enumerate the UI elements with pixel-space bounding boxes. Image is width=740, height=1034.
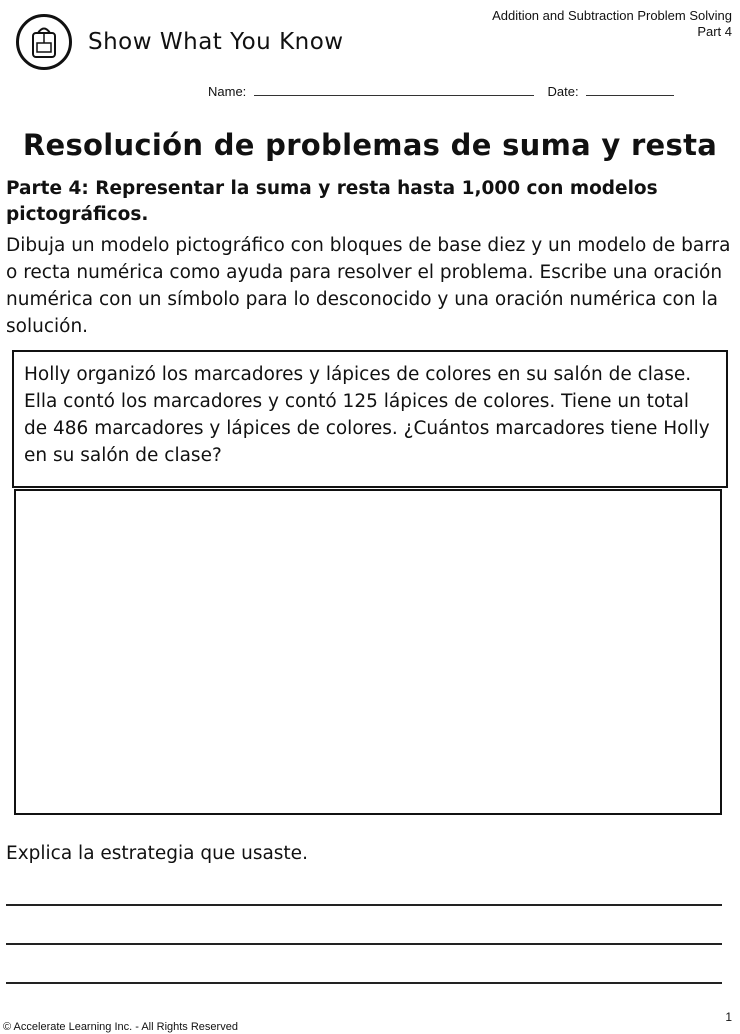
word-problem-box: Holly organizó los marcadores y lápices de colores en su salón de clase. Ella contó los marcadores y contó 125 lápices de colores. Tiene un total de 486 marcadores y lápices de colores. ¿Cuántos marcadores tiene Holly en su salón de clase? — [12, 350, 728, 488]
drawing-work-area[interactable] — [14, 489, 722, 815]
name-field[interactable] — [254, 83, 534, 96]
page-title: Resolución de problemas de suma y resta — [22, 128, 718, 162]
topic-line-2: Part 4 — [697, 24, 732, 39]
answer-line[interactable] — [6, 943, 722, 945]
copyright-footer: © Accelerate Learning Inc. - All Rights Reserved — [3, 1021, 238, 1033]
section-subtitle: Parte 4: Representar la suma y resta hasta 1,000 con modelos pictográficos. — [6, 178, 658, 225]
page-number: 1 — [725, 1010, 732, 1024]
backpack-icon — [16, 14, 72, 70]
answer-line[interactable] — [6, 982, 722, 984]
name-label: Name: — [208, 84, 247, 99]
explain-prompt: Explica la estrategia que usaste. — [6, 843, 308, 864]
topic-line-1: Addition and Subtraction Problem Solving — [492, 8, 732, 23]
brand-name: Show What You Know — [88, 29, 344, 55]
name-date-row — [208, 83, 674, 99]
date-label: Date: — [547, 84, 579, 99]
instructions-text: Dibuja un modelo pictográfico con bloques de base diez y un modelo de barra o recta numérica como ayuda para resolver el problema. Escribe una oración numérica con un símbolo para lo desconocido y una oración numérica con la solución. — [6, 235, 731, 337]
answer-line[interactable] — [6, 904, 722, 906]
date-field[interactable] — [586, 83, 674, 96]
worksheet-topic — [492, 8, 732, 40]
